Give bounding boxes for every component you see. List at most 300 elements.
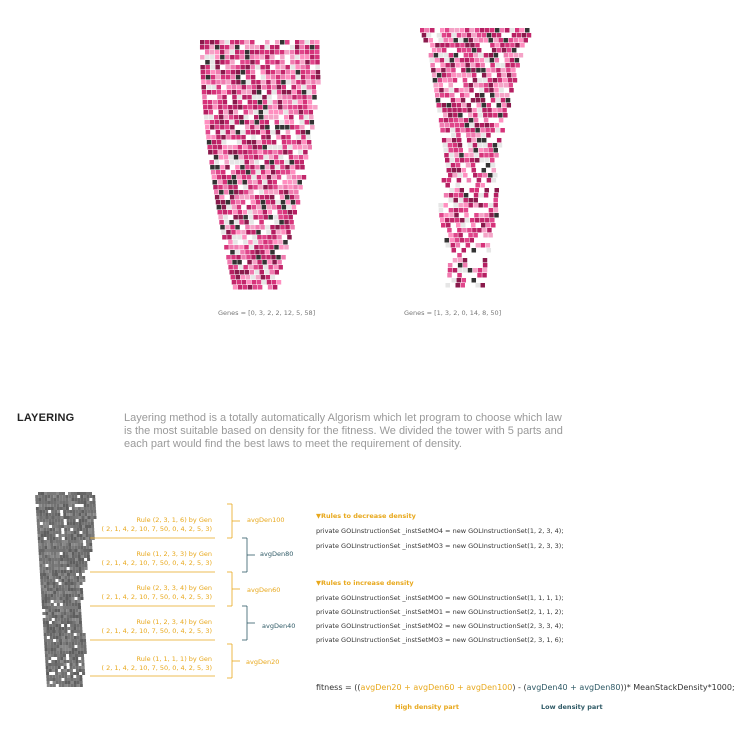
voxel	[56, 639, 59, 642]
voxel	[484, 53, 489, 58]
voxel	[307, 90, 312, 95]
voxel	[423, 38, 428, 43]
voxel	[278, 265, 283, 270]
voxel	[301, 130, 306, 135]
voxel	[217, 145, 222, 150]
voxel	[80, 642, 83, 645]
voxel	[65, 639, 68, 642]
voxel	[282, 205, 287, 210]
voxel	[251, 255, 256, 260]
voxel	[519, 53, 524, 58]
voxel	[59, 495, 62, 498]
voxel	[56, 546, 59, 549]
voxel	[232, 205, 237, 210]
voxel	[77, 543, 80, 546]
voxel	[514, 53, 519, 58]
voxel	[63, 648, 66, 651]
voxel	[285, 195, 290, 200]
voxel	[446, 243, 451, 248]
voxel	[246, 275, 251, 280]
voxel	[44, 534, 47, 537]
voxel	[48, 612, 51, 615]
voxel	[41, 492, 44, 495]
voxel	[215, 45, 220, 50]
voxel	[78, 648, 81, 651]
voxel	[274, 245, 279, 250]
voxel	[50, 642, 53, 645]
voxel	[310, 40, 315, 45]
voxel	[47, 585, 50, 588]
voxel	[226, 135, 231, 140]
voxel	[492, 33, 497, 38]
voxel	[281, 230, 286, 235]
voxel	[64, 531, 67, 534]
voxel	[255, 120, 260, 125]
voxel	[498, 113, 503, 118]
voxel	[58, 615, 61, 618]
voxel	[210, 65, 215, 70]
voxel	[76, 672, 79, 675]
voxel	[443, 148, 448, 153]
voxel	[38, 540, 41, 543]
voxel	[249, 220, 254, 225]
voxel	[241, 170, 246, 175]
voxel	[41, 591, 44, 594]
voxel	[45, 657, 48, 660]
voxel	[76, 567, 79, 570]
voxel	[244, 220, 249, 225]
voxel	[63, 609, 66, 612]
voxel	[295, 195, 300, 200]
voxel	[83, 633, 86, 636]
voxel	[463, 78, 468, 83]
section-title-layering: LAYERING	[17, 412, 75, 424]
voxel	[54, 504, 57, 507]
voxel	[459, 188, 464, 193]
voxel	[286, 75, 291, 80]
voxel	[81, 564, 84, 567]
voxel	[302, 90, 307, 95]
voxel	[63, 516, 66, 519]
voxel	[286, 135, 291, 140]
voxel	[45, 609, 48, 612]
voxel	[65, 681, 68, 684]
voxel	[62, 540, 65, 543]
voxel	[280, 50, 285, 55]
voxel	[442, 178, 447, 183]
voxel	[83, 495, 86, 498]
voxel	[248, 265, 253, 270]
voxel	[269, 155, 274, 160]
voxel	[46, 567, 49, 570]
voxel	[82, 666, 85, 669]
voxel	[481, 68, 486, 73]
voxel	[56, 585, 59, 588]
voxel	[454, 193, 459, 198]
voxel	[79, 627, 82, 630]
voxel	[223, 185, 228, 190]
voxel	[255, 60, 260, 65]
voxel	[49, 627, 52, 630]
voxel	[495, 93, 500, 98]
voxel	[490, 28, 495, 33]
voxel	[62, 582, 65, 585]
voxel	[230, 120, 235, 125]
voxel	[70, 669, 73, 672]
voxel	[73, 522, 76, 525]
voxel	[260, 120, 265, 125]
voxel	[267, 90, 272, 95]
voxel	[63, 501, 66, 504]
voxel	[306, 75, 311, 80]
voxel	[466, 133, 471, 138]
voxel	[254, 155, 258, 160]
voxel	[48, 552, 51, 555]
voxel	[463, 83, 468, 88]
voxel	[479, 88, 484, 93]
voxel	[44, 597, 47, 600]
voxel	[43, 567, 46, 570]
voxel	[37, 531, 40, 534]
voxel	[48, 654, 51, 657]
voxel	[245, 65, 250, 70]
voxel	[70, 624, 73, 627]
voxel	[69, 552, 72, 555]
voxel	[272, 180, 277, 185]
voxel	[77, 591, 80, 594]
voxel	[485, 123, 490, 128]
voxel	[233, 150, 238, 155]
voxel	[220, 225, 225, 230]
voxel	[57, 552, 60, 555]
voxel	[436, 68, 441, 73]
voxel	[67, 621, 70, 624]
voxel	[454, 188, 459, 193]
voxel	[301, 135, 306, 140]
voxel	[80, 534, 83, 537]
voxel	[43, 621, 46, 624]
voxel	[73, 579, 76, 582]
voxel	[449, 153, 454, 158]
voxel	[69, 558, 72, 561]
voxel	[509, 53, 514, 58]
voxel	[213, 150, 218, 155]
voxel	[262, 95, 267, 100]
voxel	[46, 621, 49, 624]
voxel	[226, 255, 231, 260]
voxel	[296, 70, 301, 75]
voxel	[58, 618, 61, 621]
voxel	[69, 516, 72, 519]
voxel	[39, 504, 42, 507]
voxel	[65, 591, 68, 594]
voxel	[246, 255, 251, 260]
voxel	[200, 65, 205, 70]
voxel	[65, 636, 68, 639]
voxel	[442, 73, 447, 78]
voxel	[49, 579, 52, 582]
voxel	[245, 125, 250, 130]
voxel	[281, 80, 286, 85]
voxel	[37, 519, 40, 522]
voxel	[261, 255, 266, 260]
voxel	[220, 120, 225, 125]
voxel	[44, 645, 47, 648]
voxel	[450, 93, 455, 98]
voxel	[469, 188, 474, 193]
voxel	[463, 203, 468, 208]
voxel	[52, 579, 55, 582]
voxel	[61, 621, 64, 624]
voxel	[447, 73, 452, 78]
voxel	[39, 510, 42, 513]
voxel	[474, 118, 479, 123]
voxel	[243, 215, 248, 220]
voxel	[74, 546, 77, 549]
voxel	[251, 170, 256, 175]
voxel	[75, 510, 78, 513]
voxel	[258, 210, 263, 215]
voxel	[272, 145, 277, 150]
voxel	[221, 170, 226, 175]
voxel	[301, 75, 306, 80]
voxel	[465, 158, 470, 163]
voxel	[38, 546, 41, 549]
voxel	[58, 621, 61, 624]
voxel	[53, 543, 56, 546]
voxel	[316, 80, 321, 85]
voxel	[460, 123, 465, 128]
voxel	[82, 663, 85, 666]
voxel	[439, 53, 444, 58]
voxel	[434, 88, 439, 93]
voxel	[487, 103, 492, 108]
voxel	[63, 612, 66, 615]
voxel	[81, 648, 84, 651]
voxel	[55, 630, 58, 633]
rules-panel	[90, 500, 310, 690]
voxel	[55, 519, 58, 522]
voxel	[243, 265, 248, 270]
voxel	[272, 90, 277, 95]
voxel	[76, 615, 79, 618]
voxel	[462, 48, 467, 53]
voxel	[72, 654, 75, 657]
voxel	[483, 173, 488, 178]
voxel	[300, 65, 305, 70]
voxel	[201, 75, 206, 80]
voxel	[476, 98, 481, 103]
voxel	[452, 108, 457, 113]
voxel	[215, 165, 220, 170]
voxel	[54, 516, 57, 519]
voxel	[448, 143, 453, 148]
legend-low-density: Low density part	[541, 703, 603, 711]
voxel	[478, 78, 483, 83]
voxel	[60, 555, 63, 558]
voxel	[51, 555, 54, 558]
voxel	[273, 285, 278, 290]
voxel	[81, 561, 84, 564]
voxel	[252, 140, 257, 145]
voxel	[55, 678, 58, 681]
voxel	[244, 190, 249, 195]
voxel	[54, 648, 57, 651]
voxel	[52, 573, 55, 576]
voxel	[49, 519, 52, 522]
voxel	[65, 597, 68, 600]
voxel	[64, 579, 67, 582]
voxel	[512, 48, 517, 53]
voxel	[66, 513, 69, 516]
voxel	[261, 70, 266, 75]
voxel	[63, 657, 66, 660]
voxel	[497, 103, 502, 108]
voxel	[207, 145, 212, 150]
voxel	[73, 630, 76, 633]
voxel	[216, 200, 221, 205]
voxel	[453, 78, 458, 83]
voxel	[252, 235, 257, 240]
voxel	[84, 516, 87, 519]
voxel	[491, 163, 496, 168]
voxel	[43, 624, 46, 627]
voxel	[489, 208, 494, 213]
voxel	[309, 115, 314, 120]
voxel	[465, 28, 470, 33]
voxel	[61, 522, 64, 525]
voxel	[466, 243, 471, 248]
voxel	[495, 43, 500, 48]
voxel	[268, 285, 273, 290]
voxel	[226, 75, 231, 80]
voxel	[40, 519, 43, 522]
voxel	[66, 552, 69, 555]
voxel	[224, 220, 229, 225]
voxel	[288, 100, 293, 105]
voxel	[245, 50, 250, 55]
voxel	[249, 155, 254, 160]
voxel	[72, 600, 75, 603]
voxel	[45, 510, 48, 513]
voxel	[71, 495, 74, 498]
voxel	[260, 50, 265, 55]
voxel	[62, 684, 65, 687]
voxel	[80, 639, 83, 642]
voxel	[252, 175, 257, 180]
voxel	[46, 522, 49, 525]
voxel	[217, 140, 222, 145]
voxel	[437, 33, 442, 38]
voxel	[266, 80, 271, 85]
voxel	[503, 38, 508, 43]
voxel	[45, 648, 48, 651]
voxel	[427, 33, 432, 38]
voxel	[53, 546, 56, 549]
voxel	[73, 531, 76, 534]
rule-2-values: ( 2, 1, 4, 2, 10, 7, 50, 0, 4, 2, 5, 3)	[101, 559, 212, 567]
voxel	[42, 501, 45, 504]
voxel	[75, 516, 78, 519]
voxel	[237, 280, 242, 285]
voxel	[458, 263, 463, 268]
voxel	[281, 75, 286, 80]
voxel	[240, 55, 245, 60]
voxel	[243, 150, 248, 155]
voxel	[83, 492, 86, 495]
voxel	[72, 513, 75, 516]
voxel	[221, 80, 226, 85]
voxel	[74, 639, 77, 642]
voxel	[69, 510, 72, 513]
voxel	[495, 128, 500, 133]
voxel	[62, 591, 65, 594]
voxel	[66, 603, 69, 606]
voxel	[481, 223, 486, 228]
voxel	[46, 666, 49, 669]
voxel	[225, 45, 230, 50]
voxel	[74, 585, 77, 588]
voxel	[463, 173, 468, 178]
voxel	[477, 33, 482, 38]
voxel	[295, 40, 300, 45]
voxel	[437, 73, 442, 78]
voxel	[222, 95, 227, 100]
voxel	[77, 534, 80, 537]
voxel	[79, 615, 82, 618]
voxel	[51, 510, 54, 513]
voxel	[261, 130, 266, 135]
voxel	[289, 220, 294, 225]
voxel	[48, 555, 51, 558]
voxel	[69, 513, 72, 516]
voxel	[58, 525, 61, 528]
voxel	[79, 573, 82, 576]
voxel	[50, 594, 53, 597]
voxel	[454, 213, 459, 218]
voxel	[289, 155, 294, 160]
voxel	[44, 498, 47, 501]
voxel	[448, 148, 453, 153]
voxel	[282, 140, 287, 145]
voxel	[77, 585, 80, 588]
voxel	[428, 38, 433, 43]
voxel	[258, 105, 263, 110]
voxel	[299, 155, 304, 160]
voxel	[458, 203, 463, 208]
voxel	[47, 498, 50, 501]
voxel	[222, 140, 227, 145]
voxel	[60, 609, 63, 612]
voxel	[293, 210, 298, 215]
voxel	[245, 195, 250, 200]
voxel	[455, 128, 460, 133]
voxel	[43, 627, 46, 630]
voxel	[486, 68, 491, 73]
voxel	[291, 170, 296, 175]
voxel	[53, 498, 56, 501]
voxel	[259, 220, 264, 225]
voxel	[515, 63, 520, 68]
voxel	[41, 546, 44, 549]
voxel	[77, 498, 80, 501]
voxel	[501, 68, 506, 73]
voxel	[73, 615, 76, 618]
voxel	[54, 660, 57, 663]
code-line-decrease-2: private GOLInstructionSet _instSetMO3 = new GOLInstructionSet(1, 2, 3, 3);	[316, 542, 564, 550]
voxel	[490, 93, 495, 98]
voxel	[482, 168, 487, 173]
